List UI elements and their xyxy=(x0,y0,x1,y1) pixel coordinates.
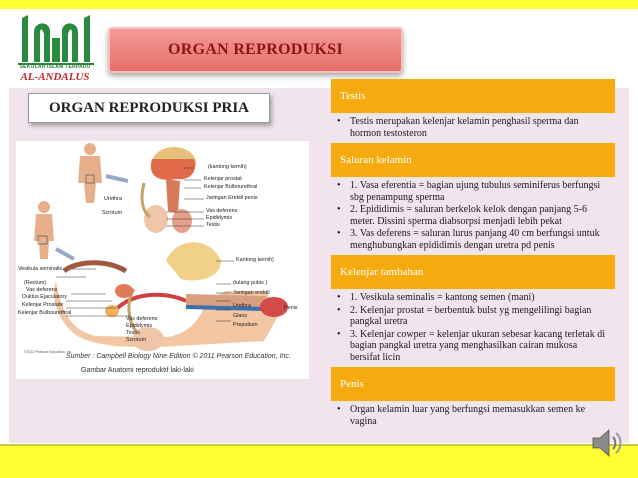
label-urethra: Urethra xyxy=(104,196,122,202)
speaker-icon[interactable] xyxy=(587,423,627,463)
list-item: • 1. Vasa eferentia = bagian ujung tubulus seminiferus berfungsi sbg penampung sperma xyxy=(337,180,601,203)
label-jaringan-erektil-penis: Jaringan Erektil penis xyxy=(206,195,258,201)
label-epididymis-2: Epididymis xyxy=(126,323,153,329)
label-tulang-pubis: (tulang pubis ) xyxy=(233,280,268,286)
slide-subtitle: ORGAN REPRODUKSI PRIA xyxy=(48,99,249,116)
label-kelenjar-bulbourethral-2: Kelenjar Bulbourethral xyxy=(18,310,72,316)
list-item: • 3. Kelenjar cowper = kelenjar ukuran sebesar kacang terletak di bagian pangkal uretra yang menghasilkan cairan mukosa bersifat licin xyxy=(337,328,605,363)
label-kelenjar-prostate: Kelenjar Prostate xyxy=(22,302,64,308)
label-glans: Glans xyxy=(233,313,248,319)
top-accent-bar xyxy=(0,0,638,9)
figure-source: Sumber : Campbell Biology Nine Edition © 2011 Pearson Education, Inc. xyxy=(66,353,291,360)
label-vas-deferens-2: Vas deferens xyxy=(26,287,58,293)
label-vas-deferens: Vas deferens xyxy=(206,208,238,214)
logo-school-line: SEKOLAH ISLAM TERPADU xyxy=(19,64,91,70)
label-urethra-2: Urethra xyxy=(233,303,251,309)
label-duktus-ejaculatory: Duktus Ejaculatory xyxy=(22,294,67,300)
bottom-accent-bar xyxy=(0,444,638,478)
label-kantong-kemih-2: Kantong kemih) xyxy=(236,257,274,263)
section-header: Saluran kelamin xyxy=(331,143,615,177)
logo-school-name: AL-ANDALUS xyxy=(20,71,90,83)
slide-title: ORGAN REPRODUKSI xyxy=(167,41,344,58)
figure-copyright: ©2011 Pearson Education, Inc. xyxy=(24,350,73,354)
figure-caption: Gambar Anatomi reproduktif laki-laki xyxy=(81,367,194,374)
label-vas-deferens-3: Vas deferens xyxy=(126,316,158,322)
slide-subtitle-box xyxy=(28,93,270,123)
section-header: Penis xyxy=(331,367,615,401)
anatomy-figure xyxy=(16,141,309,379)
section-saluran-kelamin xyxy=(331,143,615,255)
section-penis xyxy=(331,367,615,431)
list-item: • 3. Vas deferens = saluran lurus panjang 40 cm berfungsi untuk menghubungkan epididimis dengan uretra pd penis xyxy=(337,228,600,251)
section-header: Testis xyxy=(331,79,615,113)
list-item: • 1. Vesikula seminalis = kantong semen (mani) xyxy=(337,292,535,303)
list-item: • Organ kelamin luar yang berfungsi memasukkan semen ke vagina xyxy=(337,404,586,427)
label-kelenjar-prostat: Kelenjar prostat xyxy=(204,176,242,182)
label-vesikula-seminalis: Vesikula seminalis xyxy=(18,266,63,272)
section-kelenjar-tambahan xyxy=(331,255,615,367)
label-jaringan-erektil: Jaringan erektil xyxy=(233,290,270,296)
list-item: • 2. Epididimis = saluran berkelok kelok dengan panjang 5-6 meter. Dissini sperma diabsorpsi menjadi lebih pekat xyxy=(337,204,587,227)
label-epididymis: Epididymis xyxy=(206,215,233,221)
list-item: • 2. Kelenjar prostat = berbentuk bulst yg mengelilingi bagian pangkal uretra xyxy=(337,304,592,327)
label-penis: Penis xyxy=(284,305,298,311)
label-rectum: (Rectum) xyxy=(24,280,47,286)
list-item: • Testis merupakan kelenjar kelamin penghasil sperma dan hormon testosteron xyxy=(337,116,579,139)
label-testis: Testis xyxy=(206,222,220,228)
section-testis xyxy=(331,79,615,143)
section-header: Kelenjar tambahan xyxy=(331,255,615,289)
label-testis-2: Testis xyxy=(126,330,140,336)
label-preputium: Preputium xyxy=(233,322,258,328)
content-sections xyxy=(331,79,615,431)
label-scrotum: Scrotum xyxy=(102,210,123,216)
slide-title-box xyxy=(108,27,403,73)
label-scrotum-2: Scrotum xyxy=(126,337,147,343)
label-kelenjar-bulbourethral: Kelenjar Bulbourethral xyxy=(204,184,258,190)
label-kantong-kemih: (kantong kemih) xyxy=(208,164,247,170)
